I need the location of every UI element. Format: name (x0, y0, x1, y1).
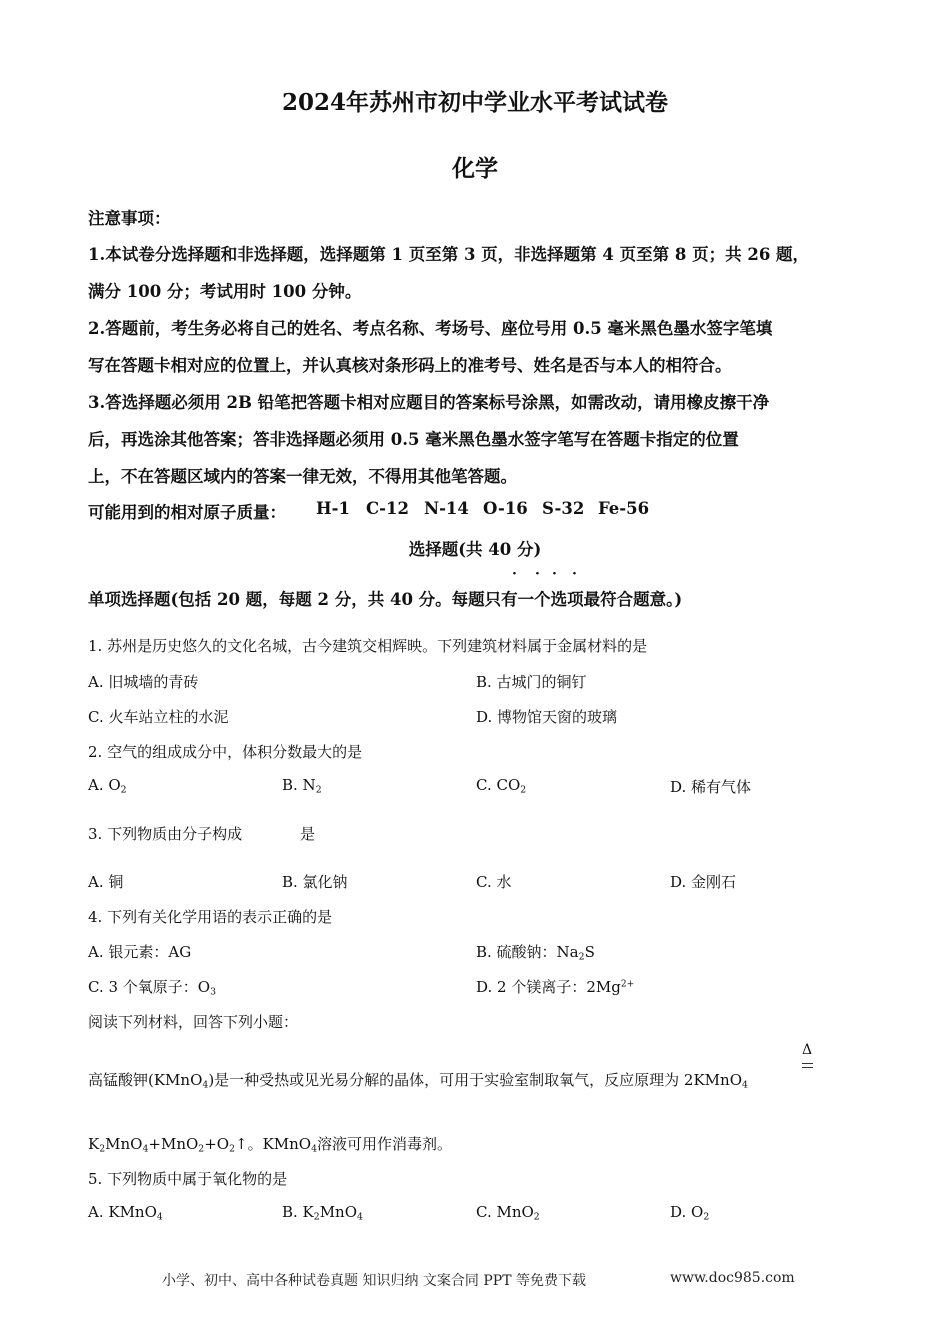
footer-url[interactable]: www.doc985.com (670, 1270, 795, 1286)
subject-title: 化学 (452, 155, 498, 182)
note-2-line-2: 写在答题卡相对应的位置上，并认真核对条形码上的准考号、姓名是否与本人的相符合。 (88, 356, 732, 375)
q1-option-d: D. 博物馆天窗的玻璃 (476, 708, 618, 726)
exam-title: 2024年苏州市初中学业水平考试试卷 (281, 89, 668, 116)
reading-paragraph-line-1: 高锰酸钾(KMnO$_4$)是一种受热或见光易分解的晶体，可用于实验室制取氧气，反应原理为 2KMnO$_4$ (88, 1071, 748, 1091)
q2-option-a: A. $O_2$ (88, 776, 127, 796)
note-3-line-1: 3.答选择题必须用 2B 铅笔把答题卡相对应题目的答案标号涂黑，如需改动，请用橡皮擦干净 (88, 393, 770, 412)
q5-option-a: A. KMnO$_4$ (88, 1203, 163, 1223)
footer-text: 小学、初中、高中各种试卷真题 知识归纳 文案合同 PPT 等免费下载 (162, 1273, 586, 1289)
note-2-line-1: 2.答题前，考生务必将自己的姓名、考点名称、考场号、座位号用 0.5 毫米黑色墨水签字笔填 (88, 319, 773, 338)
formula-subscript: 2 (99, 1143, 106, 1155)
q2-stem: 2. 空气的组成成分中，体积分数最大的是 (88, 743, 363, 761)
formula-subscript: 2 (198, 1143, 205, 1155)
formula-text: K (88, 1135, 100, 1153)
q2-option-b: B. $N_2$ (282, 776, 322, 796)
q4-option-d: D. 2 个镁离子：$2Mg^{2+}$ (476, 978, 635, 996)
reading-paragraph-line-2 (88, 1133, 452, 1154)
atomic-mass-h: H-1 (316, 499, 350, 518)
q4-option-a: A. 银元素：AG (88, 943, 192, 961)
q4-stem: 4. 下列有关化学用语的表示正确的是 (88, 908, 333, 926)
formula-text: ↑。KMnO (235, 1135, 312, 1153)
heat-condition: Δ (802, 1042, 816, 1070)
q3-option-b: B. 氯化钠 (282, 873, 348, 891)
q5-stem: 5. 下列物质中属于氧化物的是 (88, 1170, 288, 1188)
q3-stem: 3. 下列物质由分子构成 (88, 825, 243, 843)
q3-stem-end: 是 (300, 825, 316, 843)
formula-text: MnO (105, 1135, 143, 1153)
q3-option-a: A. 铜 (88, 873, 124, 891)
atomic-mass-o: O-16 (483, 499, 528, 518)
q1-option-b: B. 古城门的铜钉 (476, 673, 587, 691)
q3-option-d: D. 金刚石 (670, 873, 737, 891)
q2-option-c: C. $CO_2$ (476, 776, 527, 796)
atomic-mass-s: S-32 (542, 499, 585, 518)
formula-text: 溶液可用作消毒剂。 (317, 1135, 453, 1153)
atomic-mass-c: C-12 (366, 499, 409, 518)
q5-option-d: D. $O_2$ (670, 1203, 710, 1223)
q5-option-b: B. $K_2MnO_4$ (282, 1203, 363, 1223)
formula-subscript: 2 (229, 1143, 235, 1155)
note-3-line-2: 后，再选涂其他答案；答非选择题必须用 0.5 毫米黑色墨水签字笔写在答题卡指定的位置 (88, 430, 739, 449)
formula-subscript: 4 (142, 1143, 149, 1155)
note-3-line-3: 上，不在答题区域内的答案一律无效，不得用其他笔答题。 (88, 467, 517, 486)
q1-option-a: A. 旧城墙的青砖 (88, 673, 199, 691)
q2-option-d: D. 稀有气体 (670, 778, 752, 796)
formula-subscript: 4 (311, 1143, 318, 1155)
reading-intro: 阅读下列材料，回答下列小题： (88, 1013, 299, 1031)
section-instruction: 单项选择题(包括 20 题，每题 2 分，共 40 分。每题只有一个选项最符合题意。) (88, 590, 683, 609)
notes-heading: 注意事项： (88, 209, 171, 228)
formula-text: +O (204, 1135, 230, 1153)
section-title: 选择题(共 40 分) (408, 540, 542, 559)
q1-stem: 1. 苏州是历史悠久的文化名城，古今建筑交相辉映。下列建筑材料属于金属材料的是 (88, 637, 648, 655)
note-1-line-2: 满分 100 分；考试用时 100 分钟。 (88, 282, 362, 301)
q1-option-c: C. 火车站立柱的水泥 (88, 708, 229, 726)
q4-option-c: C. 3 个氧原子：$O_3$ (88, 978, 217, 998)
formula-text: +MnO (148, 1135, 199, 1153)
atomic-mass-label: 可能用到的相对原子质量： (88, 503, 286, 522)
q5-option-c: C. MnO$_2$ (476, 1203, 540, 1223)
atomic-mass-n: N-14 (424, 499, 469, 518)
q4-option-b: B. 硫酸钠：$Na_2S$ (476, 943, 595, 963)
note-1-line-1: 1.本试卷分选择题和非选择题，选择题第 1 页至第 3 页，非选择题第 4 页至第 8 页；共 26 题， (88, 245, 810, 264)
atomic-mass-fe: Fe-56 (598, 499, 650, 518)
q3-option-c: C. 水 (476, 873, 512, 891)
